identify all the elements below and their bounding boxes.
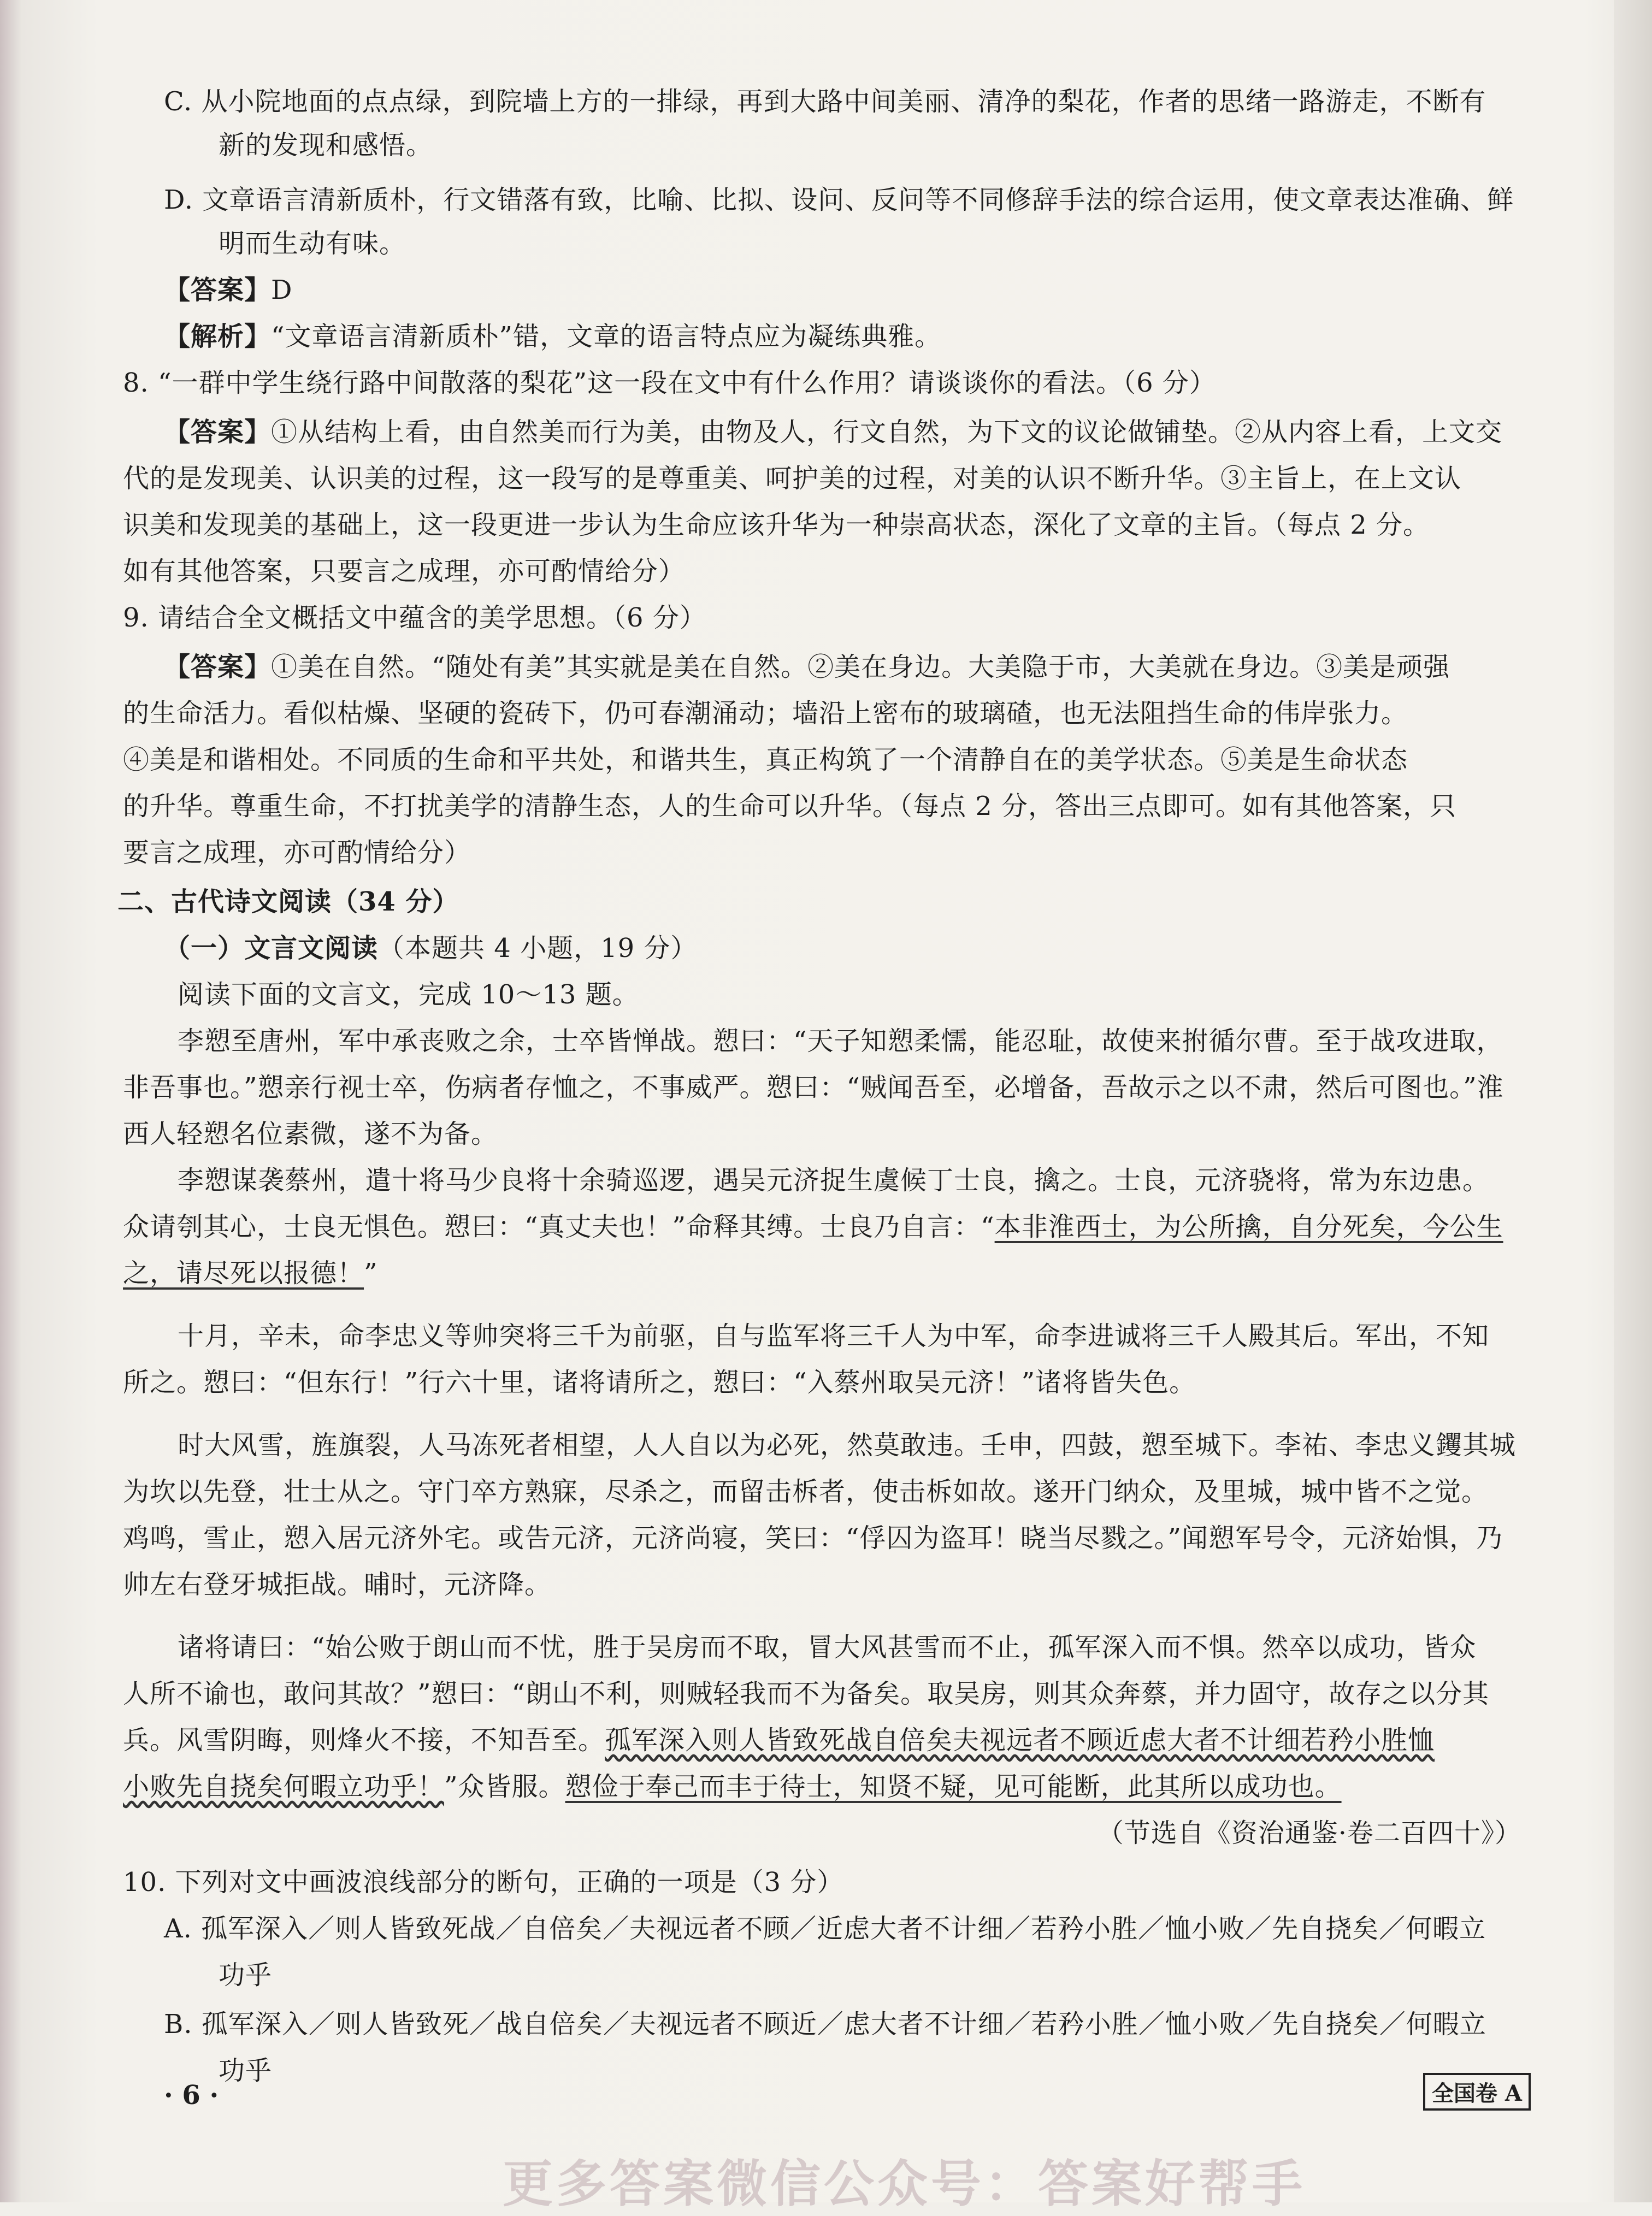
section-heading: 二、古代诗文阅读（34 分） — [117, 887, 459, 917]
subsection-title: （一）文言文阅读 — [164, 933, 379, 964]
answer-text: ①美在自然。“随处有美”其实就是美在自然。②美在身边。大美隐于市，大美就在身边。③美是顽强 — [271, 652, 1450, 682]
option-b-line1: B. 孤军深入／则人皆致死／战自倍矣／夫视远者不顾近／虑大者不计细／若矜小胜／恤小败／先自挠矣／何暇立 — [164, 2009, 1486, 2040]
passage-p4-line2: 为坎以先登，壮士从之。守门卒方熟寐，尽杀之，而留击柝者，使击柝如故。遂开门纳众，及里城，城中皆不之觉。 — [123, 1476, 1489, 1507]
passage-text: 兵。风雪阴晦，则烽火不接，不知吾至。 — [123, 1725, 605, 1756]
answer-9-line4: 的升华。尊重生命，不打扰美学的清静生态，人的生命可以升华。（每点 2 分，答出三点即可。如有其他答案，只 — [123, 791, 1457, 822]
answer-tag: 【答案】 — [164, 417, 272, 447]
passage-p2-line1: 李愬谋袭蔡州，遣十将马少良将十余骑巡逻，遇吴元济捉生虞候丁士良，擒之。士良，元济骁将，常为东边患。 — [178, 1165, 1490, 1196]
source-citation: （节选自《资治通鉴·卷二百四十》） — [1097, 1818, 1521, 1848]
wavy-underlined-text: 小败先自挠矣何暇立功乎！ — [123, 1771, 445, 1802]
option-a-line2: 功乎 — [219, 1960, 273, 1990]
answer-8-line4: 如有其他答案，只要言之成理，亦可酌情给分） — [123, 556, 686, 587]
question-9: 9. 请结合全文概括文中蕴含的美学思想。（6 分） — [123, 602, 706, 633]
passage-p1-line2: 非吾事也。”愬亲行视士卒，伤病者存恤之，不事威严。愬曰：“贼闻吾至，必增备，吾故示之以不肃，然后可图也。”淮 — [123, 1072, 1504, 1103]
passage-p4-line1: 时大风雪，旌旗裂，人马冻死者相望，人人自以为必死，然莫敢违。壬申，四鼓，愬至城下。李祐、李忠义钁其城 — [178, 1430, 1517, 1461]
passage-p2-line3 — [123, 1254, 1521, 1293]
answer-tag: 【答案】 — [164, 652, 272, 682]
underlined-sentence: 愬俭于奉己而丰于待士，知贤不疑，见可能断，此其所以成功也。 — [565, 1771, 1342, 1802]
wavy-underlined-text: 孤军深入则人皆致死战自倍矣夫视远者不顾近虑大者不计细若矜小胜恤 — [605, 1725, 1435, 1756]
answer-tag: 【答案】 — [164, 275, 272, 305]
question-8: 8. “一群中学生绕行路中间散落的梨花”这一段在文中有什么作用？请谈谈你的看法。（6 分） — [123, 368, 1216, 398]
answer-7 — [164, 270, 1562, 310]
option-c-line1: C. 从小院地面的点点绿，到院墙上方的一排绿，再到大路中间美丽、清净的梨花，作者的思绪一路游走，不断有 — [164, 86, 1486, 117]
underlined-sentence: 本非淮西士，为公所擒，自分死矣，今公生 — [994, 1212, 1503, 1242]
page-number: · 6 · — [164, 2080, 219, 2111]
passage-p1-line3: 西人轻愬名位素微，遂不为备。 — [123, 1119, 498, 1149]
page-edge — [1614, 0, 1652, 2202]
passage-text: ” — [364, 1258, 378, 1289]
answer-9-line2: 的生命活力。看似枯燥、坚硬的瓷砖下，仍可春潮涌动；墙沿上密布的玻璃碴，也无法阻挡生命的伟岸张力。 — [123, 698, 1408, 729]
reading-instruction: 阅读下面的文言文，完成 10～13 题。 — [178, 979, 639, 1010]
passage-p5-line4 — [123, 1767, 1521, 1806]
passage-p5-line3 — [123, 1721, 1521, 1760]
passage-p2-line2 — [123, 1207, 1521, 1246]
option-b-line2: 功乎 — [219, 2055, 273, 2086]
underlined-sentence: 之，请尽死以报德！ — [123, 1258, 364, 1289]
subsection-heading — [164, 929, 1562, 968]
answer-8-line3: 识美和发现美的基础上，这一段更进一步认为生命应该升华为一种崇高状态，深化了文章的主旨。（每点 2 分。 — [123, 510, 1430, 540]
question-10: 10. 下列对文中画波浪线部分的断句，正确的一项是（3 分） — [123, 1867, 844, 1898]
passage-p3-line2: 所之。愬曰：“但东行！”行六十里，诸将请所之，愬曰：“入蔡州取吴元济！”诸将皆失色。 — [123, 1367, 1196, 1398]
subsection-note: （本题共 4 小题，19 分） — [378, 933, 698, 964]
answer-9-line5: 要言之成理，亦可酌情给分） — [123, 837, 471, 868]
passage-text: 众请刳其心，士良无惧色。愬曰：“真丈夫也！”命释其缚。士良乃自言：“ — [123, 1212, 995, 1242]
option-c-line2: 新的发现和感悟。 — [219, 130, 433, 161]
answer-9-line1 — [164, 647, 1562, 687]
option-a-line1: A. 孤军深入／则人皆致死战／自倍矣／夫视远者不顾／近虑大者不计细／若矜小胜／恤小败／先自挠矣／何暇立 — [164, 1913, 1486, 1944]
option-d-line1: D. 文章语言清新质朴，行文错落有致，比喻、比拟、设问、反问等不同修辞手法的综合运用，使文章表达准确、鲜 — [164, 185, 1514, 215]
passage-p4-line3: 鸡鸣，雪止，愬入居元济外宅。或告元济，元济尚寝，笑曰：“俘囚为盗耳！晓当尽戮之。”闻愬军号令，元济始惧，乃 — [123, 1523, 1503, 1553]
watermark: 更多答案微信公众号：答案好帮手 — [503, 2155, 1306, 2213]
answer-text: ①从结构上看，由自然美而行为美，由物及人，行文自然，为下文的议论做铺垫。②从内容上看，上文交 — [271, 417, 1503, 447]
answer-8-line1 — [164, 412, 1562, 452]
analysis-7 — [164, 317, 1562, 356]
option-d-line2: 明而生动有味。 — [219, 228, 406, 259]
exam-badge: 全国卷 A — [1423, 2073, 1531, 2111]
analysis-text: “文章语言清新质朴”错，文章的语言特点应为凝练典雅。 — [271, 321, 942, 352]
passage-p5-line1: 诸将请曰：“始公败于朗山而不忧，胜于吴房而不取，冒大风甚雪而不止，孤军深入而不惧。然卒以成功，皆众 — [178, 1632, 1477, 1663]
passage-p3-line1: 十月，辛未，命李忠义等帅突将三千为前驱，自与监军将三千人为中军，命李进诚将三千人殿其后。军出，不知 — [178, 1321, 1490, 1351]
passage-p5-line2: 人所不谕也，敢问其故？”愬曰：“朗山不利，则贼轻我而不为备矣。取吴房，则其众奔蔡，并力固守，故存之以分其 — [123, 1679, 1490, 1709]
passage-text: ”众皆服。 — [444, 1771, 565, 1802]
analysis-tag: 【解析】 — [164, 321, 272, 352]
answer-8-line2: 代的是发现美、认识美的过程，这一段写的是尊重美、呵护美的过程，对美的认识不断升华。③主旨上，在上文认 — [123, 463, 1462, 494]
answer-value: D — [271, 275, 293, 305]
passage-p4-line4: 帅左右登牙城拒战。晡时，元济降。 — [123, 1569, 552, 1600]
passage-p1-line1: 李愬至唐州，军中承丧败之余，士卒皆惮战。愬曰：“天子知愬柔懦，能忍耻，故使来拊循尔曹。至于战攻进取， — [178, 1026, 1503, 1056]
answer-9-line3: ④美是和谐相处。不同质的生命和平共处，和谐共生，真正构筑了一个清静自在的美学状态。⑤美是生命状态 — [123, 744, 1408, 775]
